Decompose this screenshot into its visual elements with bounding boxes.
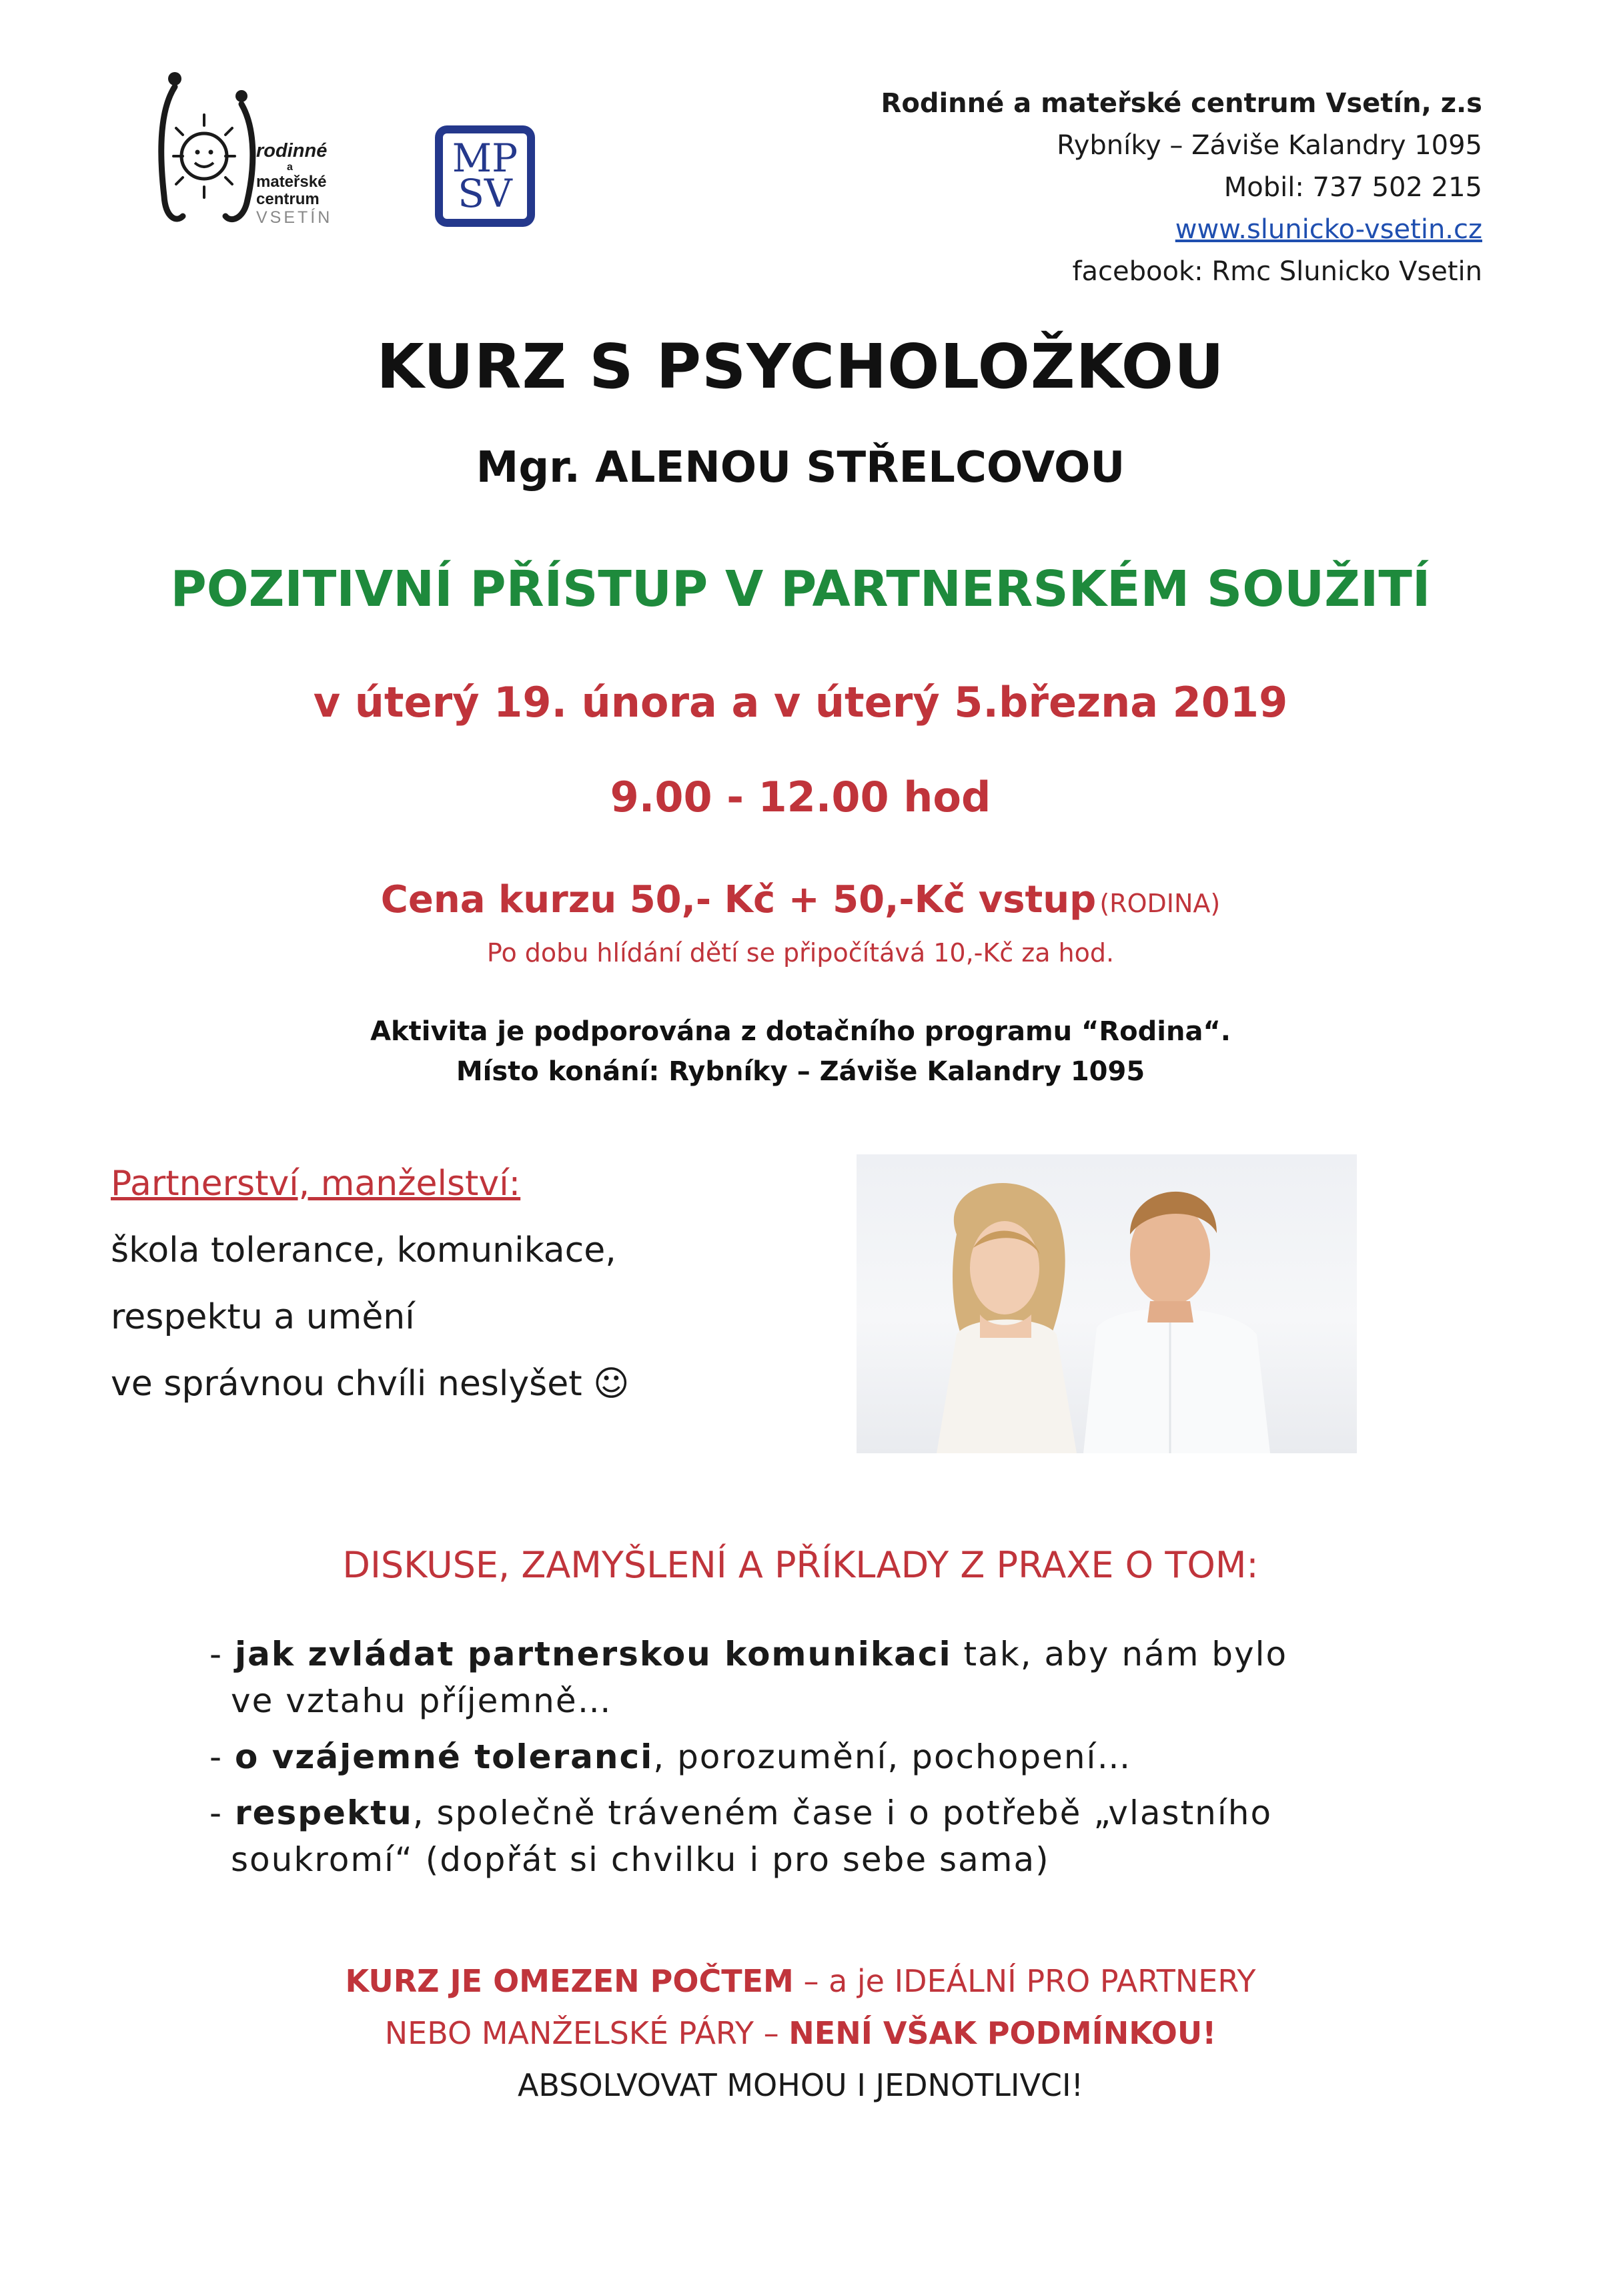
mpsv-logo xyxy=(435,125,535,227)
footer-line-3: ABSOLVOVAT MOHOU I JEDNOTLIVCI! xyxy=(517,2067,1084,2103)
logo-line-2: a xyxy=(287,161,293,173)
org-facebook: facebook: Rmc Slunicko Vsetin xyxy=(1072,256,1482,287)
course-topic: POZITIVNÍ PŘÍSTUP V PARTNERSKÉM SOUŽITÍ xyxy=(170,560,1431,618)
list-item: - o vzájemné toleranci, porozumění, pochopení… xyxy=(209,1738,1132,1776)
footer-line-2-bold: NENÍ VŠAK PODMÍNKOU! xyxy=(788,2015,1217,2051)
footer-line-1-text: – a je IDEÁLNÍ PRO PARTNERY xyxy=(793,1963,1256,1999)
logo-line-1: rodinné xyxy=(256,140,328,161)
list-item-continuation: soukromí“ (dopřát si chvilku i pro sebe sama) xyxy=(231,1840,1050,1879)
partnership-line-3: ve správnou chvíli neslyšet ☺ xyxy=(111,1364,630,1404)
list-item: - respektu, společně tráveném čase i o potřebě „vlastního soukromí“ (dopřát si chvilku i pro sebe sama) xyxy=(209,1790,1410,1883)
rmc-logo-text xyxy=(256,141,370,226)
discussion-list xyxy=(209,1631,1410,1892)
list-item-text: , společně tráveném čase i o potřebě „vlastního xyxy=(412,1794,1273,1832)
venue: Místo konání: Rybníky – Záviše Kalandry 1095 xyxy=(456,1056,1145,1087)
support-info xyxy=(0,1012,1601,1092)
list-item-bold: respektu xyxy=(234,1794,413,1832)
partnership-line-1: škola tolerance, komunikace, xyxy=(111,1230,616,1270)
org-website-link[interactable]: www.slunicko-vsetin.cz xyxy=(1175,214,1482,245)
mpsv-logo-bottom: SV xyxy=(458,171,512,216)
list-item-continuation: ve vztahu příjemně… xyxy=(231,1681,612,1720)
couple-photo-illustration xyxy=(857,1154,1357,1453)
footer-line-2 xyxy=(0,2007,1601,2059)
couple-photo xyxy=(857,1154,1357,1453)
list-item-text: , porozumění, pochopení… xyxy=(653,1738,1132,1776)
partnership-block xyxy=(111,1150,629,1417)
partnership-heading: Partnerství, manželství: xyxy=(111,1164,521,1204)
list-item-text: tak, aby nám bylo xyxy=(951,1635,1288,1673)
rmc-logo xyxy=(156,69,370,230)
logo-line-4: centrum xyxy=(256,190,320,208)
price-main: Cena kurzu 50,- Kč + 50,-Kč vstup xyxy=(380,878,1097,921)
list-item-bold: o vzájemné toleranci xyxy=(234,1738,654,1776)
mpsv-logo-top: MP xyxy=(452,135,518,181)
footer-note xyxy=(0,1955,1601,2111)
course-time: 9.00 - 12.00 hod xyxy=(610,773,991,821)
list-item: - jak zvládat partnerskou komunikaci tak, aby nám bylo ve vztahu příjemně… xyxy=(209,1631,1410,1724)
footer-line-2-text: NEBO MANŽELSKÉ PÁRY – xyxy=(384,2015,789,2051)
mpsv-logo-inner xyxy=(443,133,527,219)
partnership-line-2: respektu a umění xyxy=(111,1297,415,1337)
org-address: Rybníky – Záviše Kalandry 1095 xyxy=(1057,130,1482,161)
org-mobile: Mobil: 737 502 215 xyxy=(1223,172,1482,203)
list-item-bold: jak zvládat partnerskou komunikaci xyxy=(234,1635,952,1673)
lecturer-name: Mgr. ALENOU STŘELCOVOU xyxy=(476,443,1125,492)
course-dates: v úterý 19. února a v úterý 5.března 2019 xyxy=(313,678,1288,727)
sun-family-icon xyxy=(156,69,256,230)
page-title: KURZ S PSYCHOLOŽKOU xyxy=(376,331,1225,402)
support-program: Aktivita je podporována z dotačního programu “Rodina“. xyxy=(370,1016,1231,1047)
discussion-heading: DISKUSE, ZAMYŠLENÍ A PŘÍKLADY Z PRAXE O TOM: xyxy=(342,1544,1259,1586)
org-name: Rodinné a mateřské centrum Vsetín, z.s xyxy=(881,88,1482,119)
footer-line-1 xyxy=(0,1955,1601,2007)
price-suffix: (RODINA) xyxy=(1099,889,1221,918)
price-note: Po dobu hlídání dětí se připočítává 10,-Kč za hod. xyxy=(486,938,1115,968)
organization-contact xyxy=(881,83,1482,293)
course-price xyxy=(0,878,1601,921)
footer-line-1-bold: KURZ JE OMEZEN POČTEM xyxy=(345,1963,794,1999)
logo-line-5: VSETÍN xyxy=(256,208,333,227)
logo-line-3: mateřské xyxy=(256,173,327,191)
